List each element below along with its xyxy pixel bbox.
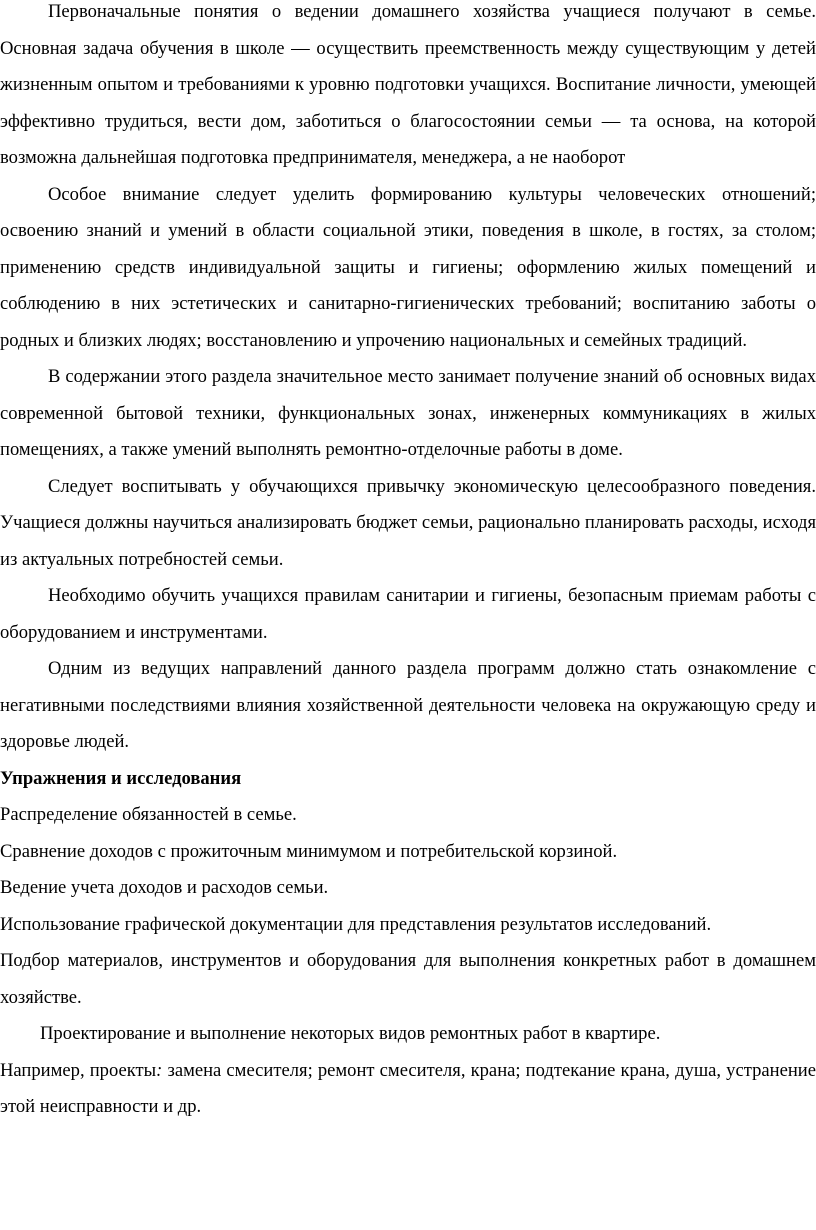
paragraph: Одним из ведущих направлений данного раздела программ должно стать ознакомление с негативными последствиями влияния хозяйственной деятельности человека на окружающую среду и здоровье людей. xyxy=(0,658,816,752)
exercise-item: Сравнение доходов с прожиточным минимумом и потребительской корзиной. xyxy=(0,840,618,862)
paragraph: Необходимо обучить учащихся правилам санитарии и гигиены, безопасным приемам работы с оборудованием и инструментами. xyxy=(0,585,816,643)
example-paragraph xyxy=(0,1053,816,1126)
example-prefix: Например, проекты xyxy=(0,1059,157,1081)
example-colon: : xyxy=(156,1059,163,1081)
section-heading: Упражнения и исследования xyxy=(0,767,242,789)
exercise-item: Распределение обязанностей в семье. xyxy=(0,804,297,825)
exercise-item: Ведение учета доходов и расходов семьи. xyxy=(0,877,329,898)
exercise-item: Подбор материалов, инструментов и оборудования для выполнения конкретных работ в домашнем хозяйстве. xyxy=(0,950,816,1008)
project-line: Проектирование и выполнение некоторых видов ремонтных работ в квартире. xyxy=(40,1023,661,1044)
exercise-item: Использование графической документации для представления результатов исследований. xyxy=(0,913,712,935)
paragraph: В содержании этого раздела значительное место занимает получение знаний об основных видах современной бытовой техники, функциональных зонах, инженерных коммуникациях в жилых помещениях, а также умений выполнять ремонтно-отделочные работы в доме. xyxy=(0,366,816,460)
paragraph: Особое внимание следует уделить формированию культуры человеческих отношений; освоению знаний и умений в области социальной этики, поведения в школе, в гостях, за столом; применению средств индивидуальной защиты и гигиены; оформлению жилых помещений и соблюдению в них эстетических и санитарно-гигиенических требований; воспитанию заботы о родных и близких людях; восстановлению и упрочению национальных и семейных традиций. xyxy=(0,183,816,351)
paragraph: Следует воспитывать у обучающихся привычку экономическую целесообразного поведения. Учащиеся должны научиться анализировать бюджет семьи, рационально планировать расходы, исходя из актуальных потребностей семьи. xyxy=(0,475,816,570)
paragraph: Первоначальные понятия о ведении домашнего хозяйства учащиеся получают в семье. Основная задача обучения в школе — осуществить преемственность между существующим у детей жизненным опытом и требованиями к уровню подготовки учащихся. Воспитание личности, умеющей эффективно трудиться, вести дом, заботиться о благосостоянии семьи — та основа, на которой возможна дальнейшая подготовка предпринимателя, менеджера, а не наоборот xyxy=(0,1,816,168)
example-text: замена смесителя; ремонт смесителя, крана; подтекание крана, душа, устранение этой неисправности и др. xyxy=(0,1059,816,1117)
